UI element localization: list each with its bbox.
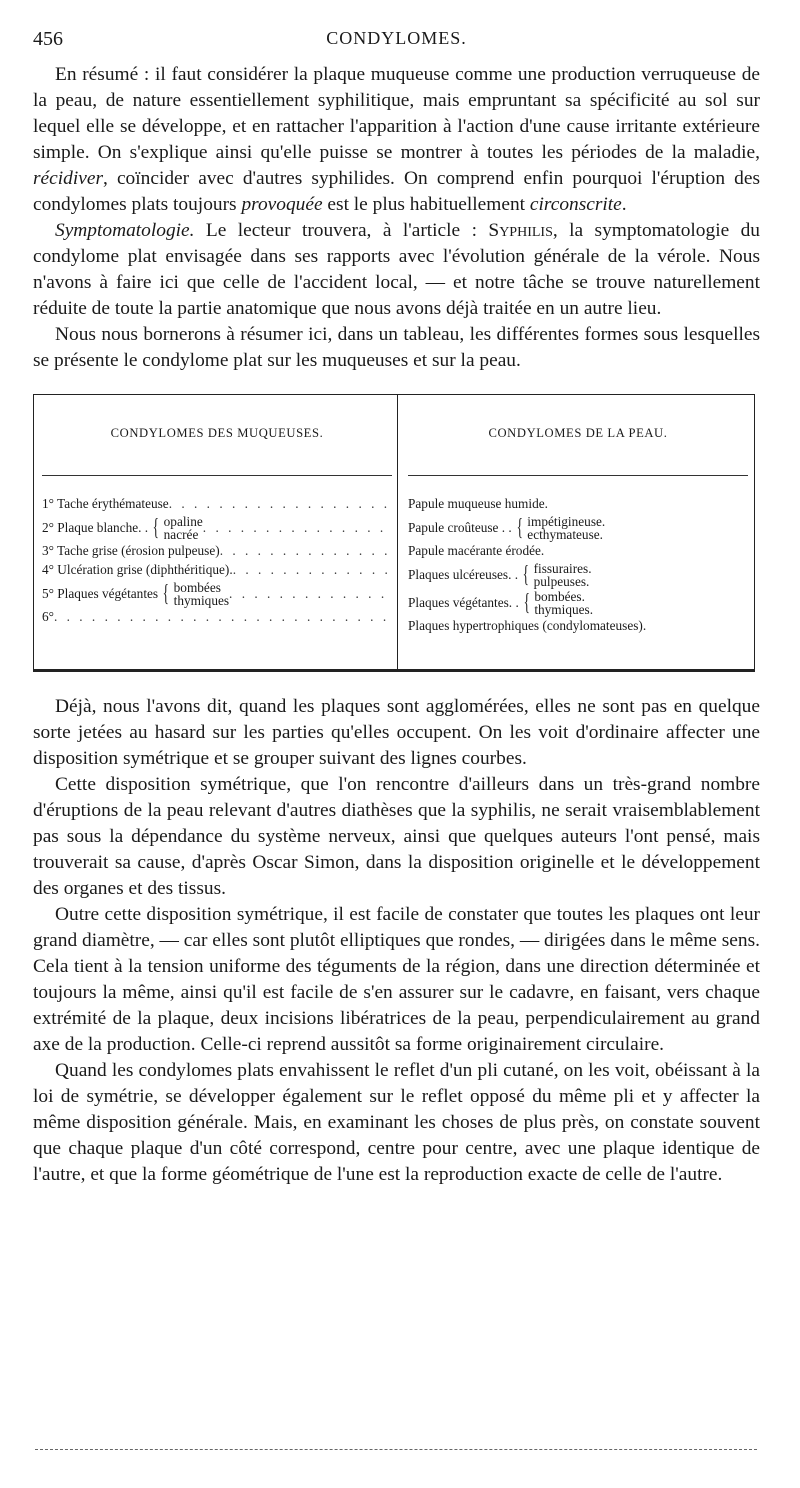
row-sublabel: impétigineuse. — [527, 514, 606, 529]
page-header — [33, 28, 760, 56]
table-rows — [408, 495, 748, 636]
column-header: CONDYLOMES DES MUQUEUSES. — [110, 426, 324, 440]
paragraph: Quand les condylomes plats envahissent le reflet d'un pli cutané, on les voit, obéissant à la loi de symétrie, se développer également sur le reflet opposé du même pli et y affecter la même disposition générale. Mais, en examinant les choses de plus près, on constate souvent que chaque plaque d'un côté correspond, centre pour centre, avec une plaque identique de l'autre, et que la forme géométrique de l'une est la reproduction exacte de celle de l'autre. — [33, 1060, 760, 1185]
row-sublabel: bombées — [173, 580, 221, 595]
row-sublabels — [534, 590, 593, 616]
row-label: Plaques végétantes. . — [408, 594, 519, 610]
row-sublabel: thymiques. — [534, 602, 594, 617]
table-rows — [42, 495, 392, 627]
row-label: 3° Tache grise (érosion pulpeuse) — [42, 543, 220, 559]
text-block-bottom — [33, 694, 760, 1188]
row-label: 5° Plaques végétantes — [42, 585, 159, 601]
leader-dots — [220, 543, 392, 560]
row-sublabels — [527, 515, 605, 541]
row-sublabel: ecthymateuse. — [527, 527, 603, 542]
table-row — [42, 542, 392, 561]
paragraph: En résumé : il faut considérer la plaque muqueuse comme une production verruqueuse de la peau, de nature essentiellement syphilitique, mais empruntant sa spécificité au sol sur lequel elle se développe, et en rattacher l'apparition à l'action d'une cause irritante extérieure simple. On s'explique ainsi qu'elle puisse se montrer à toutes les périodes de la maladie, récidiver, coïncider avec d'autres syphilides. On comprend enfin pourquoi l'éruption des condylomes plats toujours provoquée est le plus habituellement circonscrite. — [33, 64, 760, 215]
table-row — [42, 608, 392, 627]
paragraph: Déjà, nous l'avons dit, quand les plaques sont agglomérées, elles ne sont pas en quelque sorte jetées au hasard sur les parties qu'elles occupent. On les voit d'ordinaire affecter une disposition symétrique et se grouper suivant des lignes courbes. — [33, 696, 760, 769]
table-row — [42, 580, 392, 608]
running-title: CONDYLOMES. — [326, 28, 467, 48]
table-row — [408, 514, 748, 542]
paragraph: Outre cette disposition symétrique, il est facile de constater que toutes les plaques ont leur grand diamètre, — car elles sont plutôt elliptiques que rondes, — dirigées dans le même sens. Cela tient à la tension uniforme des téguments de la région, dans une direction déterminée et toujours la même, ainsi qu'il est facile de s'en assurer sur le cadavre, en faisant, vers chaque extrémité de la plaque, deux incisions libératrices de la peau, perpendiculairement au grand axe de la production. Celle-ci reprend aussitôt sa forme originairement circulaire. — [33, 904, 760, 1055]
brace-glyph: { — [162, 581, 170, 607]
row-label: Plaques ulcéreuses. . — [408, 566, 519, 582]
row-label: Papule muqueuse humide. — [408, 496, 548, 512]
row-label: 1° Tache érythémateuse — [42, 496, 169, 512]
row-sublabel: fissuraires. — [533, 561, 592, 576]
row-sublabels — [164, 515, 203, 541]
brace-glyph: { — [152, 515, 160, 541]
brace-glyph: { — [523, 590, 530, 616]
table-row — [42, 561, 392, 580]
leader-dots — [229, 586, 392, 603]
row-label: 2° Plaque blanche. . — [42, 519, 149, 535]
table-row — [408, 617, 748, 636]
table-row — [408, 542, 748, 561]
row-label: 4° Ulcération grise (diphthéritique). — [42, 562, 233, 578]
column-header: CONDYLOMES DE LA PEAU. — [488, 426, 668, 440]
row-label: Plaques hypertrophiques (condylomateuses). — [408, 618, 647, 634]
header-rule — [408, 475, 748, 476]
page-number: 456 — [33, 28, 63, 50]
row-sublabel: nacrée — [163, 527, 199, 542]
row-sublabel: pulpeuses. — [533, 574, 590, 589]
paragraph: Nous nous bornerons à résumer ici, dans un tableau, les différentes formes sous lesquelles se présente le condylome plat sur les muqueuses et sur la peau. — [33, 324, 760, 371]
header-rule — [42, 475, 392, 476]
book-page — [33, 28, 760, 1188]
table-row — [408, 561, 748, 589]
leader-dots — [233, 562, 392, 579]
table-row — [408, 495, 748, 514]
footer-rule — [35, 1449, 757, 1450]
row-label: 6° — [42, 609, 54, 625]
row-label: Papule croûteuse . . — [408, 519, 512, 535]
text-block-top — [33, 62, 760, 374]
row-label: Papule macérante érodée. — [408, 543, 545, 559]
paragraph: Cette disposition symétrique, que l'on rencontre d'ailleurs dans un très-grand nombre d'éruptions de la peau relevant d'autres diathèses que la syphilis, ne serait vraisemblablement pas sous la dépendance du système nerveux, ainsi que quelques auteurs l'ont pensé, mais trouverait sa cause, d'après Oscar Simon, dans la disposition originelle et le développement des organes et des tissus. — [33, 774, 760, 899]
row-sublabels — [534, 562, 592, 588]
paragraph: Symptomatologie. Le lecteur trouvera, à l'article : Syphilis, la symptomatologie du condylome plat envisagée dans ses rapports avec l'évolution générale de la vérole. Nous n'avons à faire ici que celle de l'accident local, — et notre tâche se trouve naturellement réduite de toute la partie anatomique que nous avons déjà traitée en un autre lieu. — [33, 220, 761, 319]
row-sublabel: bombées. — [534, 589, 585, 604]
column-divider — [397, 395, 398, 669]
brace-glyph: { — [522, 562, 529, 588]
row-sublabel: opaline — [163, 514, 203, 529]
leader-dots — [54, 609, 392, 626]
leader-dots — [169, 496, 392, 513]
table-row — [408, 589, 748, 617]
brace-glyph: { — [516, 515, 523, 541]
row-sublabel: thymiques — [173, 593, 230, 608]
table-row — [42, 495, 392, 514]
row-sublabels — [174, 581, 229, 607]
table-row — [42, 514, 392, 542]
condylomes-table — [33, 394, 755, 672]
leader-dots — [203, 520, 392, 537]
